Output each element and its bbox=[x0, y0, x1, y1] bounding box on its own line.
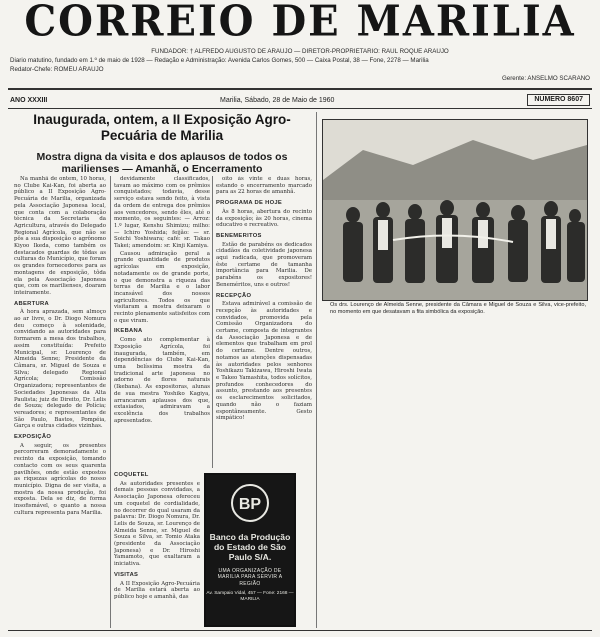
header-rule bbox=[8, 88, 592, 90]
article-paragraph: devidamente classificados, tavam ao máximo com os prêmios conquistados; todavia, desse serviço estava sendo feito, à vista da ordem de entrega dos prêmios aos vencedores, sendo êles, até o momento, os seguintes: — Arroz: 1.º lugar, Kenshu Shimizu; milho: — Ichiro Yoshida; feijão: — sr. Soichi Yoshiwara; café: sr. Takao Takei; amendoim: sr. Kinji Kamiya. bbox=[114, 176, 210, 250]
article-paragraph: Na manhã de ontem, 10 horas, no Clube Kai-Kan, foi aberta ao público a II Exposição Agro-Pecuária de Marilia, organizada pela Associação Japonesa local, que conta com a colaboração técnica da Secretaria da Agricultura, através do Delegado Regional Agrícola, que não se pôs a sua disposição o agrônomo Kiyoo Ikeda, como também os destacados guardas de tôdas as culturas do Município, que foram os grandes fornecedores para as montagens de exposição, tôda ela pela Associação Japonesa que, com os marilienses, doaram inteiramente. bbox=[14, 176, 106, 296]
manager-line: Gerente: ANSELMO SCARANO bbox=[501, 75, 590, 82]
article-column-3 bbox=[216, 176, 312, 468]
column-divider bbox=[316, 112, 317, 628]
article-headline: Inaugurada, ontem, a II Exposição Agro-Pecuária de Marilia bbox=[33, 112, 291, 143]
photo-caption: Os drs. Lourenço de Almeida Senne, presidente da Câmara e Miguel de Souza e Silva, vice-prefeito, no momento em que desatavam a fita simbólica da exposição. bbox=[330, 302, 586, 315]
article-paragraph: Estão de parabéns os dedicados cidadãos da coletividade japonesa aqui radicada, que promoveram êste certame de tamanha importância para Marilia. De parabéns os expositores! Beneméritos, uns e outros! bbox=[216, 241, 312, 288]
founder-line: FUNDADOR: † ALFREDO AUGUSTO DE ARAUJO — DIRETOR-PROPRIETARIO: RAUL ROQUE ARAUJO bbox=[151, 48, 449, 55]
dateline-rule bbox=[8, 108, 592, 109]
bank-tagline: UMA ORGANIZAÇÃO DE MARILIA PARA SERVIR A REGIÃO bbox=[217, 568, 283, 587]
section-heading: BENEMERITOS bbox=[216, 232, 262, 239]
article-paragraph: Como ato complementar à Exposição Agrícola, foi inaugurada, também, em dependências do Clube Kai-Kan, uma belíssima mostra da tradicional arte japonesa no adorno de flores naturais (Ikebana). As expositoras, alunas de sua mestra Yoshiko Kagiya, arrancaram aplausos dos que, extasiados, admiravam a excelência dos trabalhos apresentados. bbox=[114, 337, 210, 424]
bank-logo-text: BP bbox=[238, 496, 262, 513]
section-heading: PROGRAMA DE HOJE bbox=[216, 200, 283, 207]
article-subhead: Mostra digna da visita e dos aplausos de todos os marilienses — Amanhã, o Encerramento bbox=[36, 151, 288, 175]
issue-number: NUMERO 8607 bbox=[527, 94, 590, 106]
ribbon-cutting-photo bbox=[322, 119, 588, 301]
section-heading: IKEBANA bbox=[114, 328, 143, 335]
article-paragraph: oito às vinte e duas horas, estando o encerramento marcado para as 22 horas de amanhã. bbox=[216, 176, 312, 196]
article-paragraph: Estava admirável a comissão de recepção às autoridades e convidados, promovida pela Comissão Organizadora do certame, composta de integrantes da Associação Japonesa e de elementos que trabalham em prol do certame. Dentre outros, notamos as atenções dispensadas às autoridades pelos senhores Yoshikazu Takizawa, Hiroshi Iwata e Takeo Yamashita, todos solícitos, profundos conhecedores do assunto, prestando aos presentes os esclarecimentos solicitados, quando não o faziam espontâneamente. Gesto simpático! bbox=[216, 301, 312, 422]
column-divider bbox=[110, 176, 111, 628]
issue-date: Marilia, Sábado, 28 de Maio de 1960 bbox=[220, 97, 335, 104]
article-paragraph: À hora aprazada, sem almoço ao ar livre, o Dr. Diogo Nomura deu começo à solenidade, convidando as autoridades para formarem a mesa dos trabalhos, assim constituída: Prefeito Municipal, sr. Lourenço de Almeida Senne; Presidente da Câmara, sr. Miguel de Souza e Silva; delegado Regional Agrícola; Comissão Organizadora; representantes de Sociedades Japonesas da Alta Paulista; juiz de Direito, Dr. Lelis de Souza; delegado de Polícia; vereadores; e representantes de São Paulo, Bastos, Pompéia, Garça e outras cidades vizinhas. bbox=[14, 309, 106, 430]
column-divider bbox=[212, 176, 213, 468]
bottom-rule bbox=[8, 630, 592, 631]
bank-address: Av. Sampaio Vidal, 457 — Fone: 2168 — MARILIA bbox=[206, 590, 294, 602]
article-paragraph: A II Exposição Agro-Pecuária de Marilia estará aberta ao público hoje e amanhã, das bbox=[114, 580, 200, 600]
section-heading: EXPOSIÇÃO bbox=[14, 434, 52, 441]
article-column-2-continued bbox=[114, 468, 200, 628]
article-paragraph: Causou admiração geral a grande quantidade de produtos agrícolas em exposição, notadamente os de grande porte, o que demonstra a riqueza das terras de Marilia e o labor incansável dos nossos agricultores. Todos os que visitaram a mostra deixaram o recinto plenamente satisfeitos com o que viram. bbox=[114, 250, 210, 324]
bank-logo-icon bbox=[230, 483, 270, 523]
article-paragraph: Às 8 horas, abertura do recinto da exposição; às 20 horas, cinema educativo e recreativo. bbox=[216, 208, 312, 229]
editor-line: Redator-Chefe: ROMEU ARAUJO bbox=[10, 66, 104, 73]
bank-name: Banco da Produção do Estado de São Paulo S/A. bbox=[209, 532, 291, 562]
masthead-title: CORREIO DE MARILIA bbox=[24, 0, 576, 47]
dateline bbox=[10, 96, 590, 106]
publication-info-line: Diario matutino, fundado em 1.º de maio de 1928 — Redação e Administração: Avenida Carlos Gomes, 500 — Caixa Postal, 38 — Fone, 2278 — Marilia bbox=[10, 57, 429, 64]
photo-image bbox=[323, 120, 587, 300]
article-column-1 bbox=[14, 176, 106, 628]
edition-year: ANO XXXIII bbox=[10, 97, 48, 104]
article-column-2 bbox=[114, 176, 210, 468]
section-heading: VISITAS bbox=[114, 571, 139, 578]
article-paragraph: A seguir, os presentes percorreram demoradamente o recinto da exposição, tomando contacto com os seus quarenta pavilhões, onde estão expostos as riquezas agrícolas do nosso município. Digna de ser visita, a mostra da nossa produção, foi exposta. Dela se diz, de forma insofismável, o quanto a nossa cultura representa para Marilia. bbox=[14, 442, 106, 516]
article-paragraph: As autoridades presentes e demais pessoas convidadas, a Associação Japonesa ofereceu um coquetel de cordialidade, no decorrer do qual usaram da palavra: Dr. Diogo Nomura, Dr. Lelis de Souza, sr. Lourenço de Almeida Senne, sr. Miguel de Souza e Silva, sr. Tomio Ataka (presidente da Associação Japonesa) e Dr. Hiroshi Yamamoto, que exaltaram a iniciativa. bbox=[114, 480, 200, 568]
bank-advertisement bbox=[204, 473, 296, 627]
section-heading: ABERTURA bbox=[14, 300, 49, 307]
section-heading: COQUETEL bbox=[114, 472, 149, 478]
section-heading: RECEPÇÃO bbox=[216, 292, 252, 299]
